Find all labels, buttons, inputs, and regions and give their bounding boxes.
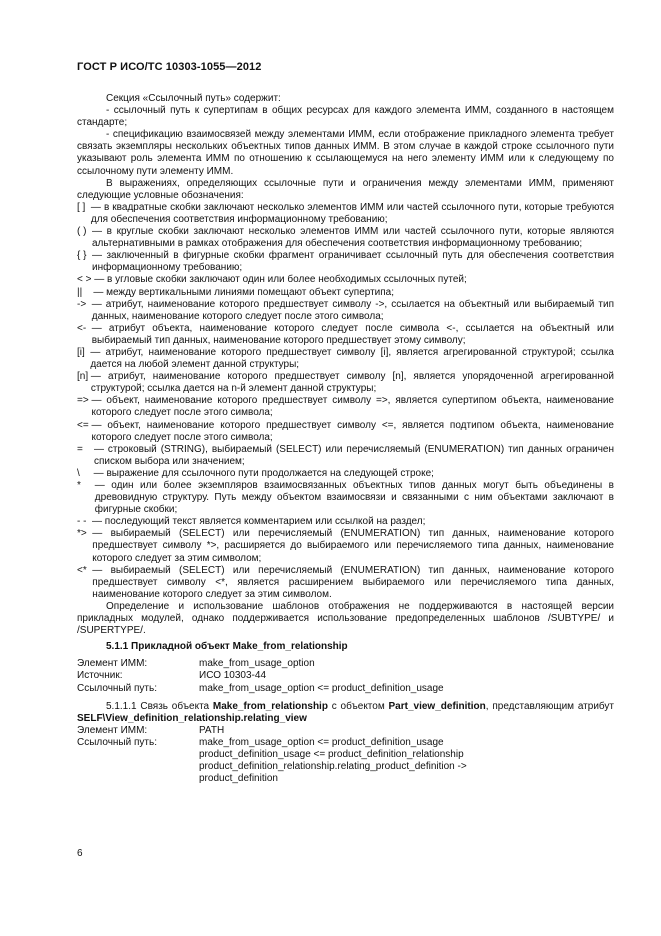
- convention-text: — между вертикальными линиями помещают объект супертипа;: [93, 286, 395, 298]
- convention-text: — в круглые скобки заключают несколько элементов ИММ или частей ссылочного пути, которые являются альтернативными в рамках отображения для обеспечения соответствия информационному требованию;: [92, 226, 614, 250]
- page-number: 6: [77, 848, 83, 859]
- subsection-tail: , представляющим атрибут: [485, 700, 615, 712]
- convention-text: — атрибут, наименование которого предшествует символу [i], является агрегированной структурой; ссылка дается на любой элемент данной структуры;: [90, 346, 614, 371]
- convention-item: [77, 202, 614, 226]
- convention-symbol: ||: [77, 286, 94, 298]
- path-continuation: product_definition_usage <= product_definition_relationship: [199, 748, 464, 760]
- convention-symbol: <*: [77, 564, 93, 576]
- convention-item: [77, 287, 614, 299]
- convention-text: — последующий текст является комментарием или ссылкой на раздел;: [92, 516, 426, 528]
- kv-value: make_from_usage_option <= product_definition_usage: [199, 682, 444, 694]
- convention-symbol: < >: [77, 274, 95, 286]
- kv-row: [77, 670, 614, 682]
- section-heading: 5.1.1 Прикладной объект Make_from_relationship: [106, 641, 348, 653]
- intro-paragraph: Секция «Ссылочный путь» содержит:: [106, 93, 281, 104]
- convention-symbol: <=: [77, 419, 92, 431]
- convention-text: — строковый (STRING), выбираемый (SELECT) или перечисляемый (ENUMERATION) тип данных ограничен списком выбора или значением;: [93, 443, 614, 467]
- convention-symbol: [ ]: [77, 201, 91, 213]
- convention-symbol: *>: [77, 528, 93, 540]
- convention-item: [77, 347, 614, 371]
- kv-value: PATH: [199, 724, 225, 736]
- convention-item: [77, 371, 614, 395]
- kv-key: Ссылочный путь:: [77, 682, 157, 694]
- convention-text: — в угловые скобки заключают один или более необходимых ссылочных путей;: [94, 274, 467, 286]
- subsection-mid: с объектом: [327, 700, 389, 712]
- path-continuation: product_definition: [199, 773, 278, 785]
- kv-key: Элемент ИММ:: [77, 724, 148, 736]
- convention-text: — один или более экземпляров взаимосвязанных объектных типов данных могут быть объединены в древовидную структуру. Путь между объектом взаимосвязи и связанными с ним объектами заключают в фигурные скобки;: [94, 480, 614, 516]
- kv-value: ИСО 10303-44: [199, 670, 267, 682]
- convention-text: — заключенный в фигурные скобки фрагмент ограничивает ссылочный путь для обеспечения соответствия информационному требованию;: [92, 250, 614, 274]
- convention-text: — атрибут, наименование которого предшествует символу ->, ссылается на объектный или выбираемый тип данных, наименование которого следует после этого символа;: [91, 298, 614, 322]
- convention-item: [77, 480, 614, 516]
- convention-item: [77, 323, 614, 347]
- convention-text: — атрибут, наименование которого предшествует символу [n], является упорядоченной агрегированной структурой; ссылка дается на n-й элемент данной структуры;: [90, 371, 614, 395]
- convention-text: — в квадратные скобки заключают несколько элементов ИММ или частей ссылочного пути, которые требуются для обеспечения соответствия информационному требованию;: [90, 201, 614, 225]
- convention-item: [77, 250, 614, 274]
- kv-key: Элемент ИММ:: [77, 658, 148, 670]
- kv-row: [77, 737, 614, 749]
- subsection-lead: 5.1.1.1 Связь объекта: [106, 700, 213, 712]
- kv-key: Ссылочный путь:: [77, 736, 157, 748]
- entity-name: Part_view_definition: [388, 700, 486, 712]
- kv-key: Источник:: [77, 670, 123, 682]
- page-body: [77, 93, 614, 785]
- convention-text: — выражение для ссылочного пути продолжается на следующей строке;: [93, 467, 434, 479]
- kv-row: [77, 658, 614, 670]
- convention-item: [77, 516, 614, 528]
- intro-bullet: - ссылочный путь к супертипам в общих ресурсах для каждого элемента ИММ, созданного в настоящем стандарте;: [77, 105, 614, 129]
- convention-symbol: <-: [77, 322, 92, 334]
- convention-symbol: ( ): [77, 226, 92, 238]
- convention-text: — выбираемый (SELECT) или перечисляемый (ENUMERATION) тип данных, наименование которого предшествует символу <*, является расширением выбираемого или перечисляемого типа данных, наименование которого следует за этим символом.: [92, 564, 614, 600]
- convention-symbol: *: [77, 480, 95, 491]
- intro-bullet: - спецификацию взаимосвязей между элементами ИММ, если отображение прикладного элемента требует связать экземпляры нескольких объектных типов данных ИММ. В этом случае в каждой строке ссылочного пути указывают роль элемента ИММ по отношению к ссылающемуся на него элементу ИММ или к следующему по ссылочному пути элементу ИММ.: [77, 129, 614, 177]
- convention-text: — выбираемый (SELECT) или перечисляемый (ENUMERATION) тип данных, наименование которого предшествует символу *>, расширяется до выбираемого или перечисляемого типа данных, наименование которого следует за этим символом;: [92, 528, 614, 564]
- convention-text: — объект, наименование которого предшествует символу <=, является подтипом объекта, наименование которого следует после этого символа;: [91, 419, 614, 443]
- convention-item: [77, 468, 614, 480]
- page-header: ГОСТ Р ИСО/ТС 10303-1055—2012: [77, 61, 262, 73]
- convention-symbol: - -: [77, 516, 92, 528]
- kv-row: [77, 725, 614, 737]
- closing-paragraph: Определение и использование шаблонов отображения не поддерживаются в настоящей версии прикладных модулей, однако поддерживается использование предопределенных шаблонов /SUBTYPE/ и /SUPERTYPE/.: [77, 600, 614, 637]
- intro-paragraph: В выражениях, определяющих ссылочные пути и ограничения между элементами ИММ, применяют следующие условные обозначения:: [77, 177, 614, 201]
- convention-item: [77, 395, 614, 419]
- convention-symbol: \: [77, 467, 94, 479]
- convention-symbol: ->: [77, 298, 92, 310]
- convention-symbol: { }: [77, 250, 93, 262]
- convention-symbol: =: [77, 443, 94, 455]
- convention-item: [77, 420, 614, 444]
- conventions-list: [77, 202, 614, 601]
- kv-value: make_from_usage_option: [199, 658, 315, 670]
- convention-item: [77, 444, 614, 468]
- subsection-paragraph: [77, 701, 614, 725]
- convention-text: — атрибут объекта, наименование которого следует после символа <-, ссылается на объектный или выбираемый тип данных, наименование которого предшествует этому символу;: [91, 322, 614, 346]
- convention-item: [77, 565, 614, 601]
- convention-item: [77, 274, 614, 286]
- convention-item: [77, 299, 614, 323]
- convention-text: — объект, наименование которого предшествует символу =>, является супертипом объекта, наименование которого следует после этого символа;: [91, 395, 614, 419]
- convention-item: [77, 528, 614, 564]
- convention-symbol: =>: [77, 395, 92, 407]
- path-continuation: product_definition_relationship.relating_product_definition ->: [199, 761, 467, 773]
- convention-symbol: [i]: [77, 346, 91, 358]
- attribute-name: SELF\View_definition_relationship.relating_view: [77, 712, 307, 724]
- kv-row: [77, 683, 614, 695]
- kv-value: make_from_usage_option <= product_definition_usage: [199, 736, 444, 748]
- convention-item: [77, 226, 614, 250]
- entity-name: Make_from_relationship: [212, 700, 328, 712]
- convention-symbol: [n]: [77, 371, 91, 383]
